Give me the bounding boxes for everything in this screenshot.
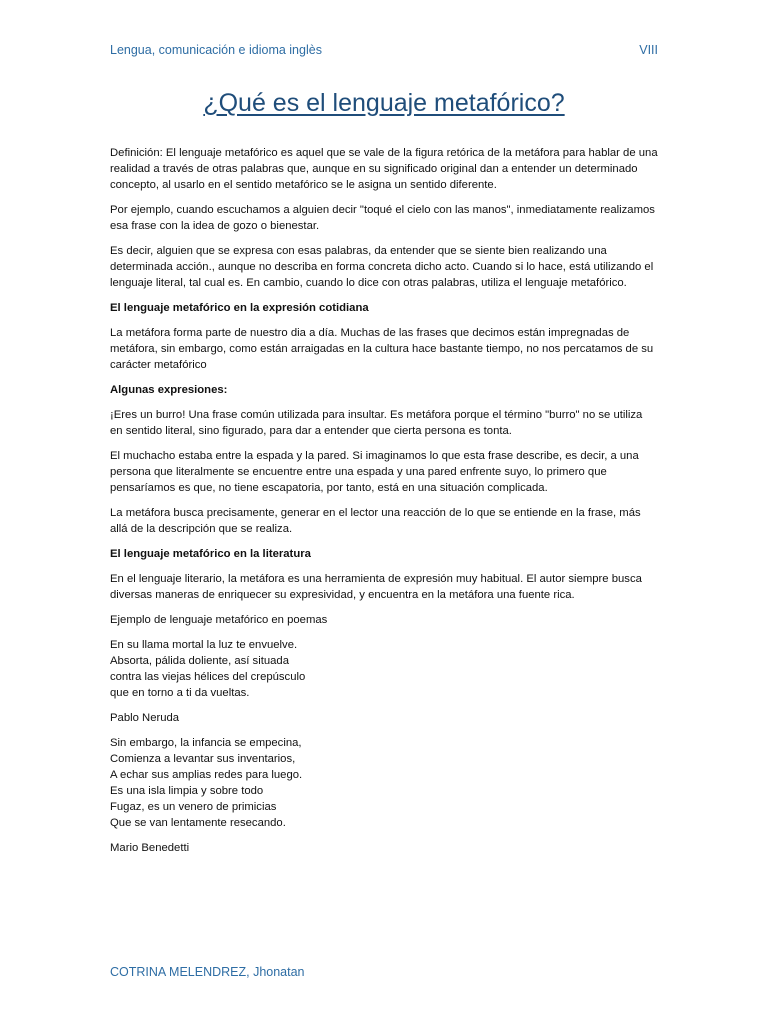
literature-paragraph: En el lenguaje literario, la metáfora es una herramienta de expresión muy habitual. El autor siempre busca diversas maneras de enriquecer su expresividad, y encuentra en la metáfora una fuente rica. [110,573,642,601]
poem-line: Absorta, pálida doliente, así situada [110,655,289,667]
poem-author: Pablo Neruda [110,712,180,724]
poem-examples-intro: Ejemplo de lenguaje metafórico en poemas [110,614,328,626]
poem-neruda [110,637,658,701]
header-subject: Lengua, comunicación e idioma inglès [110,43,322,57]
section-heading-literature: El lenguaje metafórico en la literatura [110,548,311,560]
expression-espada-paragraph: El muchacho estaba entre la espada y la pared. Si imaginamos lo que esta frase describe, es decir, a una persona que literalmente se encuentre entre una espada y una pared enfrente suyo, lo primero que pensaríamos es que, no tiene escapatoria, por tanto, está en una situación complicada. [110,450,639,494]
section-heading-expressions: Algunas expresiones: [110,384,228,396]
poem-line: que en torno a ti da vueltas. [110,687,250,699]
poem-line: Sin embargo, la infancia se empecina, [110,737,302,749]
example-paragraph: Por ejemplo, cuando escuchamos a alguien decir "toqué el cielo con las manos", inmediatamente realizamos esa frase con la idea de gozo o bienestar. [110,204,655,232]
poem-line: Es una isla limpia y sobre todo [110,785,264,797]
definition-paragraph: Definición: El lenguaje metafórico es aquel que se vale de la figura retórica de la metáfora para hablar de una realidad a través de otras palabras que, aunque en su significado original dan a entender un determinado concepto, al usarlo en el sentido metafórico se le asigna un sentido diferente. [110,147,658,191]
poem-line: contra las viejas hélices del crepúsculo [110,671,306,683]
document-body [110,145,658,865]
page-header [110,43,658,57]
expression-burro-paragraph: ¡Eres un burro! Una frase común utilizada para insultar. Es metáfora porque el término "burro" no se utiliza en sentido literal, sino figurado, para dar a entender que cierta persona es tonta. [110,409,643,437]
page-title: ¿Qué es el lenguaje metafórico? [203,89,565,117]
poem-author: Mario Benedetti [110,842,190,854]
everyday-paragraph: La metáfora forma parte de nuestro dia a día. Muchas de las frases que decimos están impregnadas de metáfora, sin embargo, como están arraigadas en la cultura hace bastante tiempo, no nos percatamos de su carácter metafórico [110,327,654,371]
metaphor-purpose-paragraph: La metáfora busca precisamente, generar en el lector una reacción de lo que se entiende en la frase, más allá de la descripción que se realiza. [110,507,641,535]
poem-line: A echar sus amplias redes para luego. [110,769,303,781]
poem-benedetti [110,735,658,831]
poem-line: Fugaz, es un venero de primicias [110,801,277,813]
section-heading-everyday: El lenguaje metafórico en la expresión cotidiana [110,302,369,314]
header-unit-number: VIII [639,43,658,57]
page-footer-author: COTRINA MELENDREZ, Jhonatan [110,965,305,979]
poem-line: Que se van lentamente resecando. [110,817,286,829]
poem-line: Comienza a levantar sus inventarios, [110,753,296,765]
poem-line: En su llama mortal la luz te envuelve. [110,639,298,651]
explanation-paragraph: Es decir, alguien que se expresa con esas palabras, da entender que se siente bien realizando una determinada acción., aunque no describa en forma concreta dicho acto. Cuando si lo hace, está utilizando el lenguaje literal, tal cual es. En cambio, cuando lo dice con otras palabras, utiliza el lenguaje metafórico. [110,245,654,289]
